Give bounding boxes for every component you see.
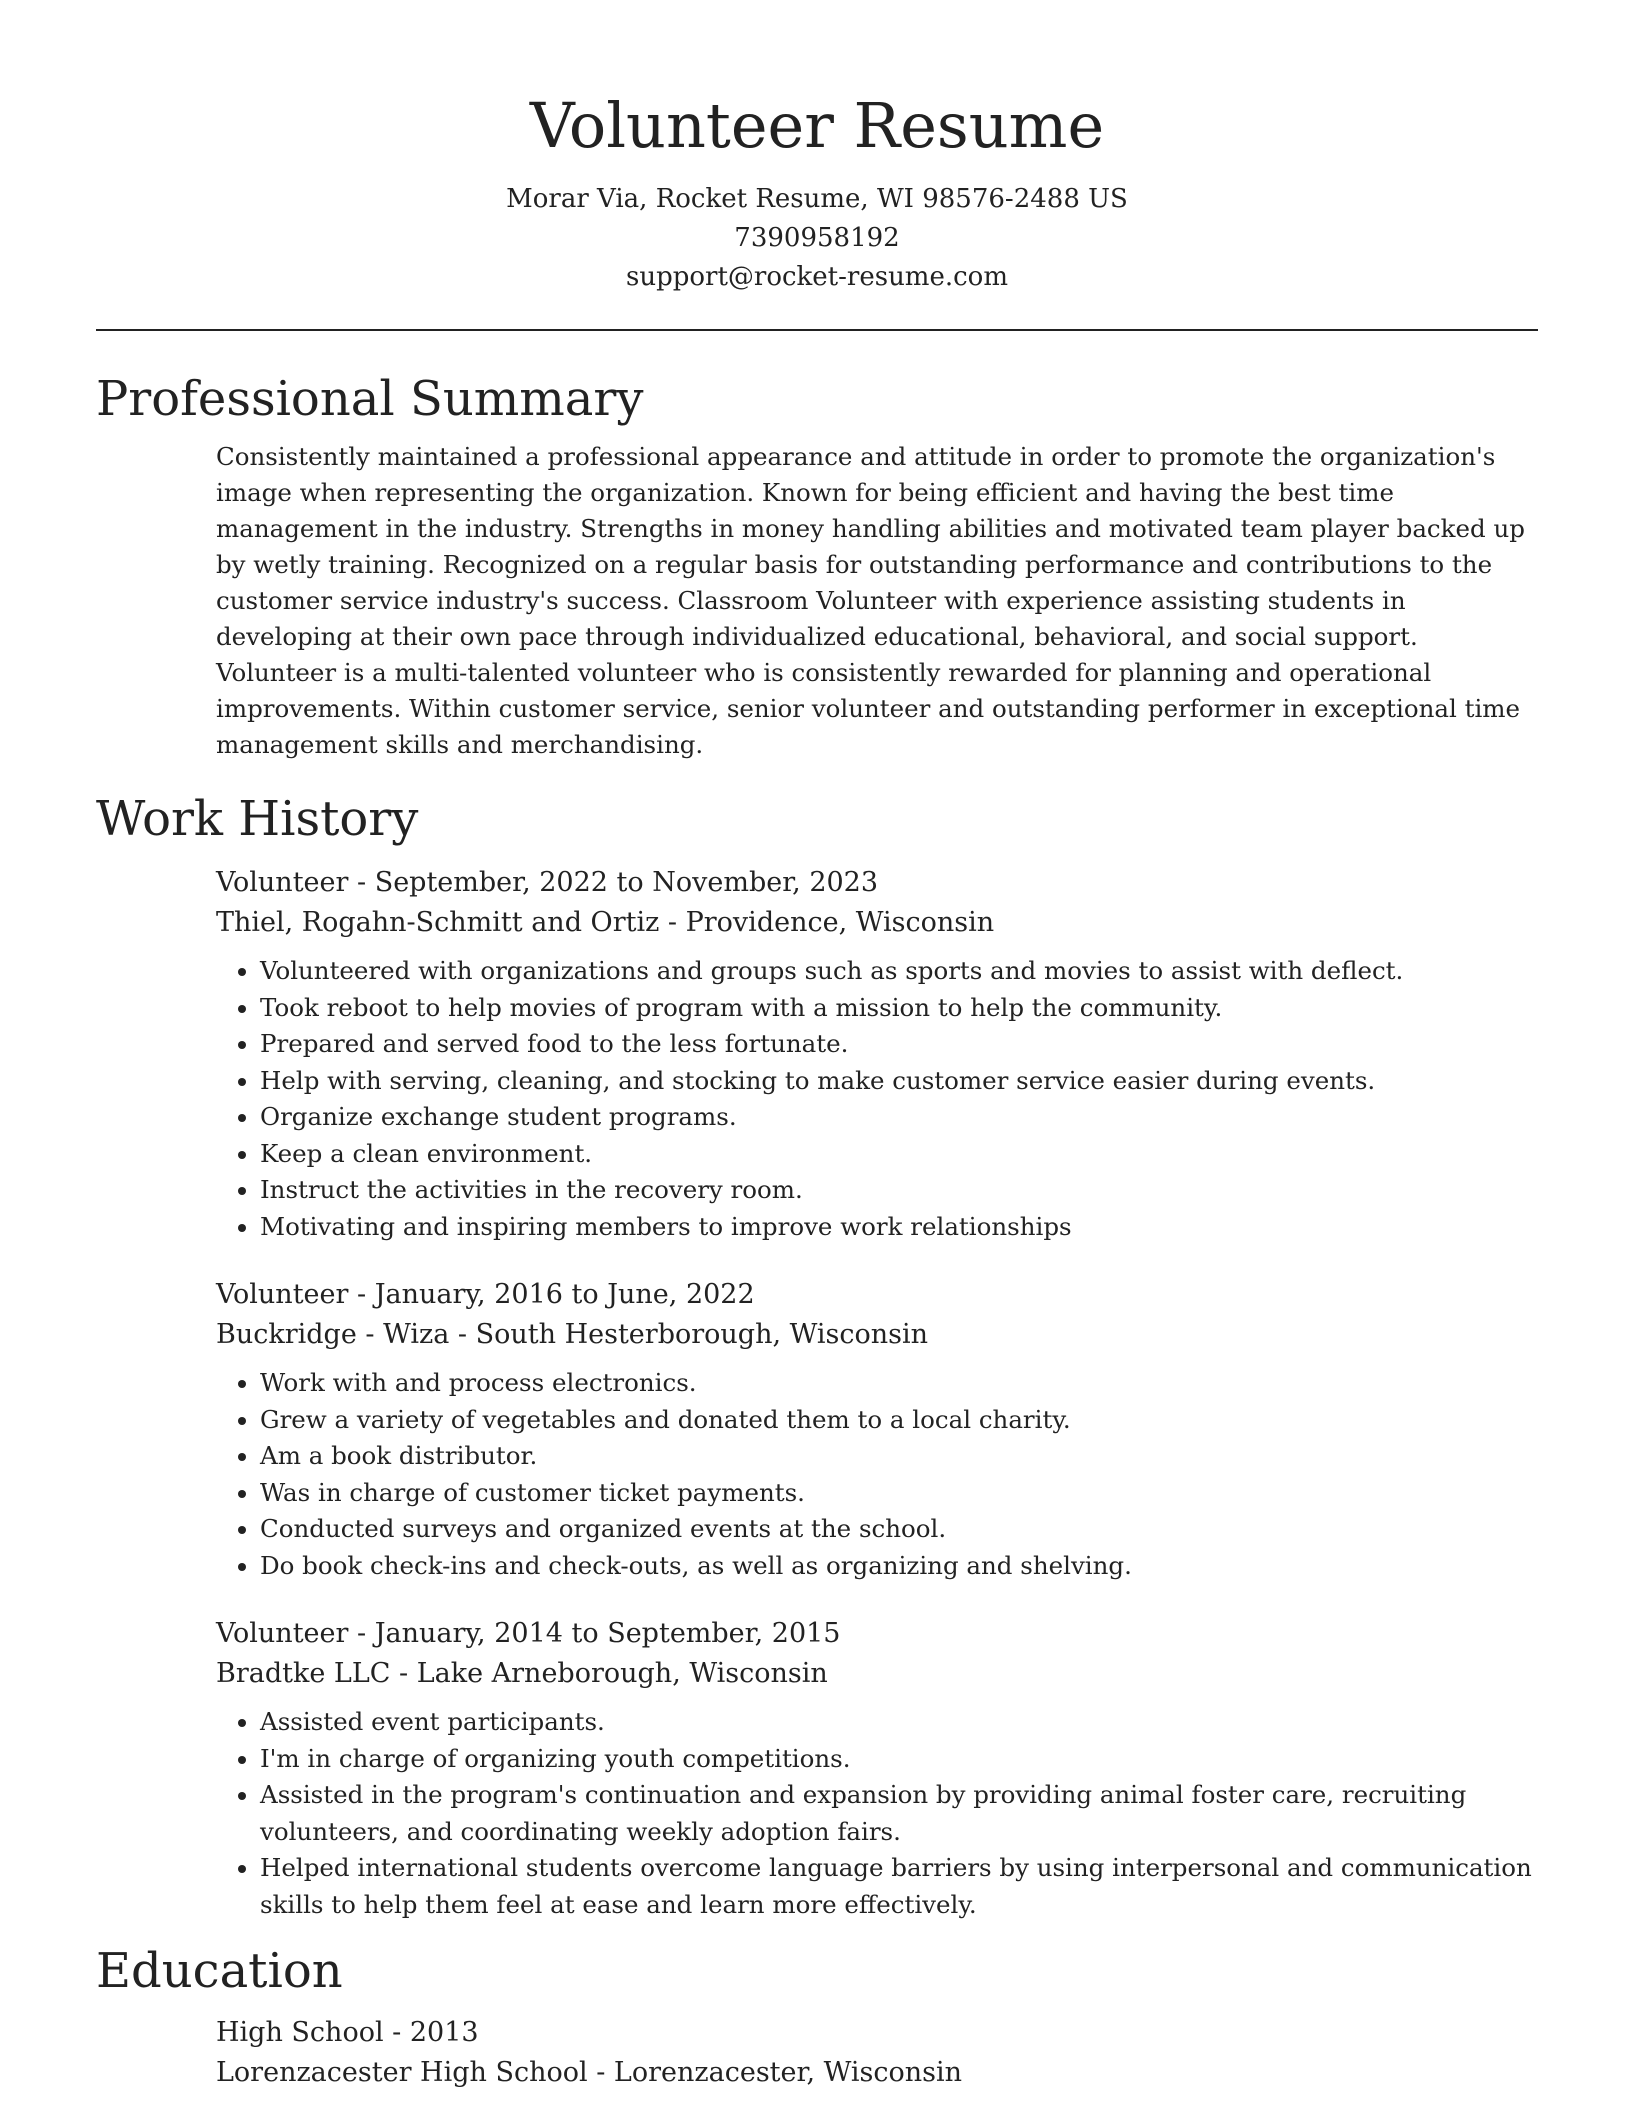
job-entry [216, 1275, 1538, 1584]
job-bullet: • I'm in charge of organizing youth competitions. [260, 1741, 1538, 1778]
job-bullet: • Help with serving, cleaning, and stocking to make customer service easier during events. [260, 1063, 1538, 1100]
job-bullet: • Conducted surveys and organized events at the school. [260, 1511, 1538, 1548]
job-entry [216, 1614, 1538, 1923]
resume-page [96, 0, 1538, 2093]
job-title: Volunteer - January, 2014 to September, 2015 [216, 1618, 841, 1649]
job-company: Buckridge - Wiza - South Hesterborough, Wisconsin [216, 1319, 929, 1350]
resume-name: Volunteer Resume [529, 89, 1105, 162]
job-bullet: • Was in charge of customer ticket payments. [260, 1475, 1538, 1512]
job-bullet: • Instruct the activities in the recovery room. [260, 1172, 1538, 1209]
education-degree: High School - 2013 [216, 2017, 479, 2048]
education-entry [216, 2013, 1538, 2093]
job-bullet: • Prepared and served food to the less fortunate. [260, 1026, 1538, 1063]
job-bullet: • Assisted in the program's continuation and expansion by providing animal foster care, recruiting volunteers, and coordinating weekly adoption fairs. [260, 1777, 1538, 1850]
job-title: Volunteer - September, 2022 to November, 2023 [216, 867, 879, 898]
job-entry [216, 863, 1538, 1245]
job-bullet: • Assisted event participants. [260, 1704, 1538, 1741]
job-bullet: • Helped international students overcome language barriers by using interpersonal and communication skills to help them feel at ease and learn more effectively. [260, 1850, 1538, 1923]
job-bullet: • Grew a variety of vegetables and donated them to a local charity. [260, 1402, 1538, 1439]
job-bullet: • Keep a clean environment. [260, 1136, 1538, 1173]
education-school: Lorenzacester High School - Lorenzacester, Wisconsin [216, 2057, 963, 2088]
job-bullets [216, 1365, 1538, 1584]
job-company: Thiel, Rogahn-Schmitt and Ortiz - Providence, Wisconsin [216, 907, 995, 938]
job-bullet: • Am a book distributor. [260, 1438, 1538, 1475]
job-bullet: • Took reboot to help movies of program with a mission to help the community. [260, 990, 1538, 1027]
job-bullets [216, 953, 1538, 1245]
job-bullet: • Motivating and inspiring members to improve work relationships [260, 1209, 1538, 1246]
job-bullet: • Work with and process electronics. [260, 1365, 1538, 1402]
contact-phone: 7390958192 [734, 223, 900, 253]
contact-address: Morar Via, Rocket Resume, WI 98576-2488 US [506, 184, 1128, 214]
job-title: Volunteer - January, 2016 to June, 2022 [216, 1279, 755, 1310]
header-divider [96, 329, 1538, 331]
summary-text: Consistently maintained a professional appearance and attitude in order to promote the organization's image when representing the organization. Known for being efficient and having the best time management in the industry. Strengths in money handling abilities and motivated team player backed up by wetly training. Recognized on a regular basis for outstanding performance and contributions to the customer service industry's success. Classroom Volunteer with experience assisting students in developing at their own pace through individualized educational, behavioral, and social support. Volunteer is a multi-talented volunteer who is consistently rewarded for planning and operational improvements. Within customer service, senior volunteer and outstanding performer in exceptional time management skills and merchandising. [216, 442, 1525, 759]
job-bullet: • Organize exchange student programs. [260, 1099, 1538, 1136]
job-bullets [216, 1704, 1538, 1923]
contact-info [96, 180, 1538, 297]
contact-email: support@rocket-resume.com [625, 262, 1008, 292]
summary-heading: Professional Summary [96, 371, 644, 427]
job-bullet: • Do book check-ins and check-outs, as well as organizing and shelving. [260, 1548, 1538, 1585]
work-history-heading: Work History [96, 791, 419, 847]
resume-header [96, 0, 1538, 331]
education-heading: Education [96, 1943, 343, 1999]
job-bullet: • Volunteered with organizations and groups such as sports and movies to assist with deflect. [260, 953, 1538, 990]
job-company: Bradtke LLC - Lake Arneborough, Wisconsin [216, 1658, 828, 1689]
